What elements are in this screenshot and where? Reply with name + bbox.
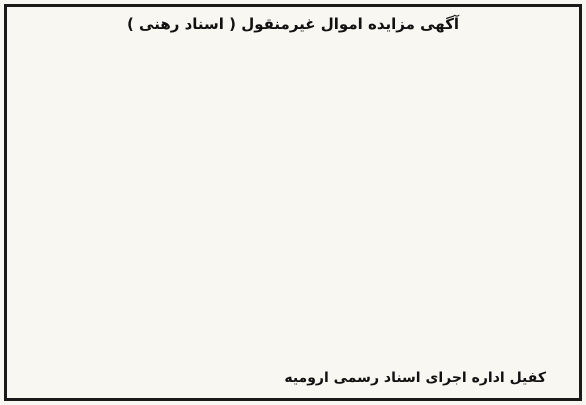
- notice-signature: کفیل اداره اجرای اسناد رسمی ارومیه: [284, 370, 546, 386]
- notice-body: [16, 44, 570, 355]
- notice-title: آگهی مزایده اموال غیرمنقول ( اسناد رهنی ): [126, 15, 460, 33]
